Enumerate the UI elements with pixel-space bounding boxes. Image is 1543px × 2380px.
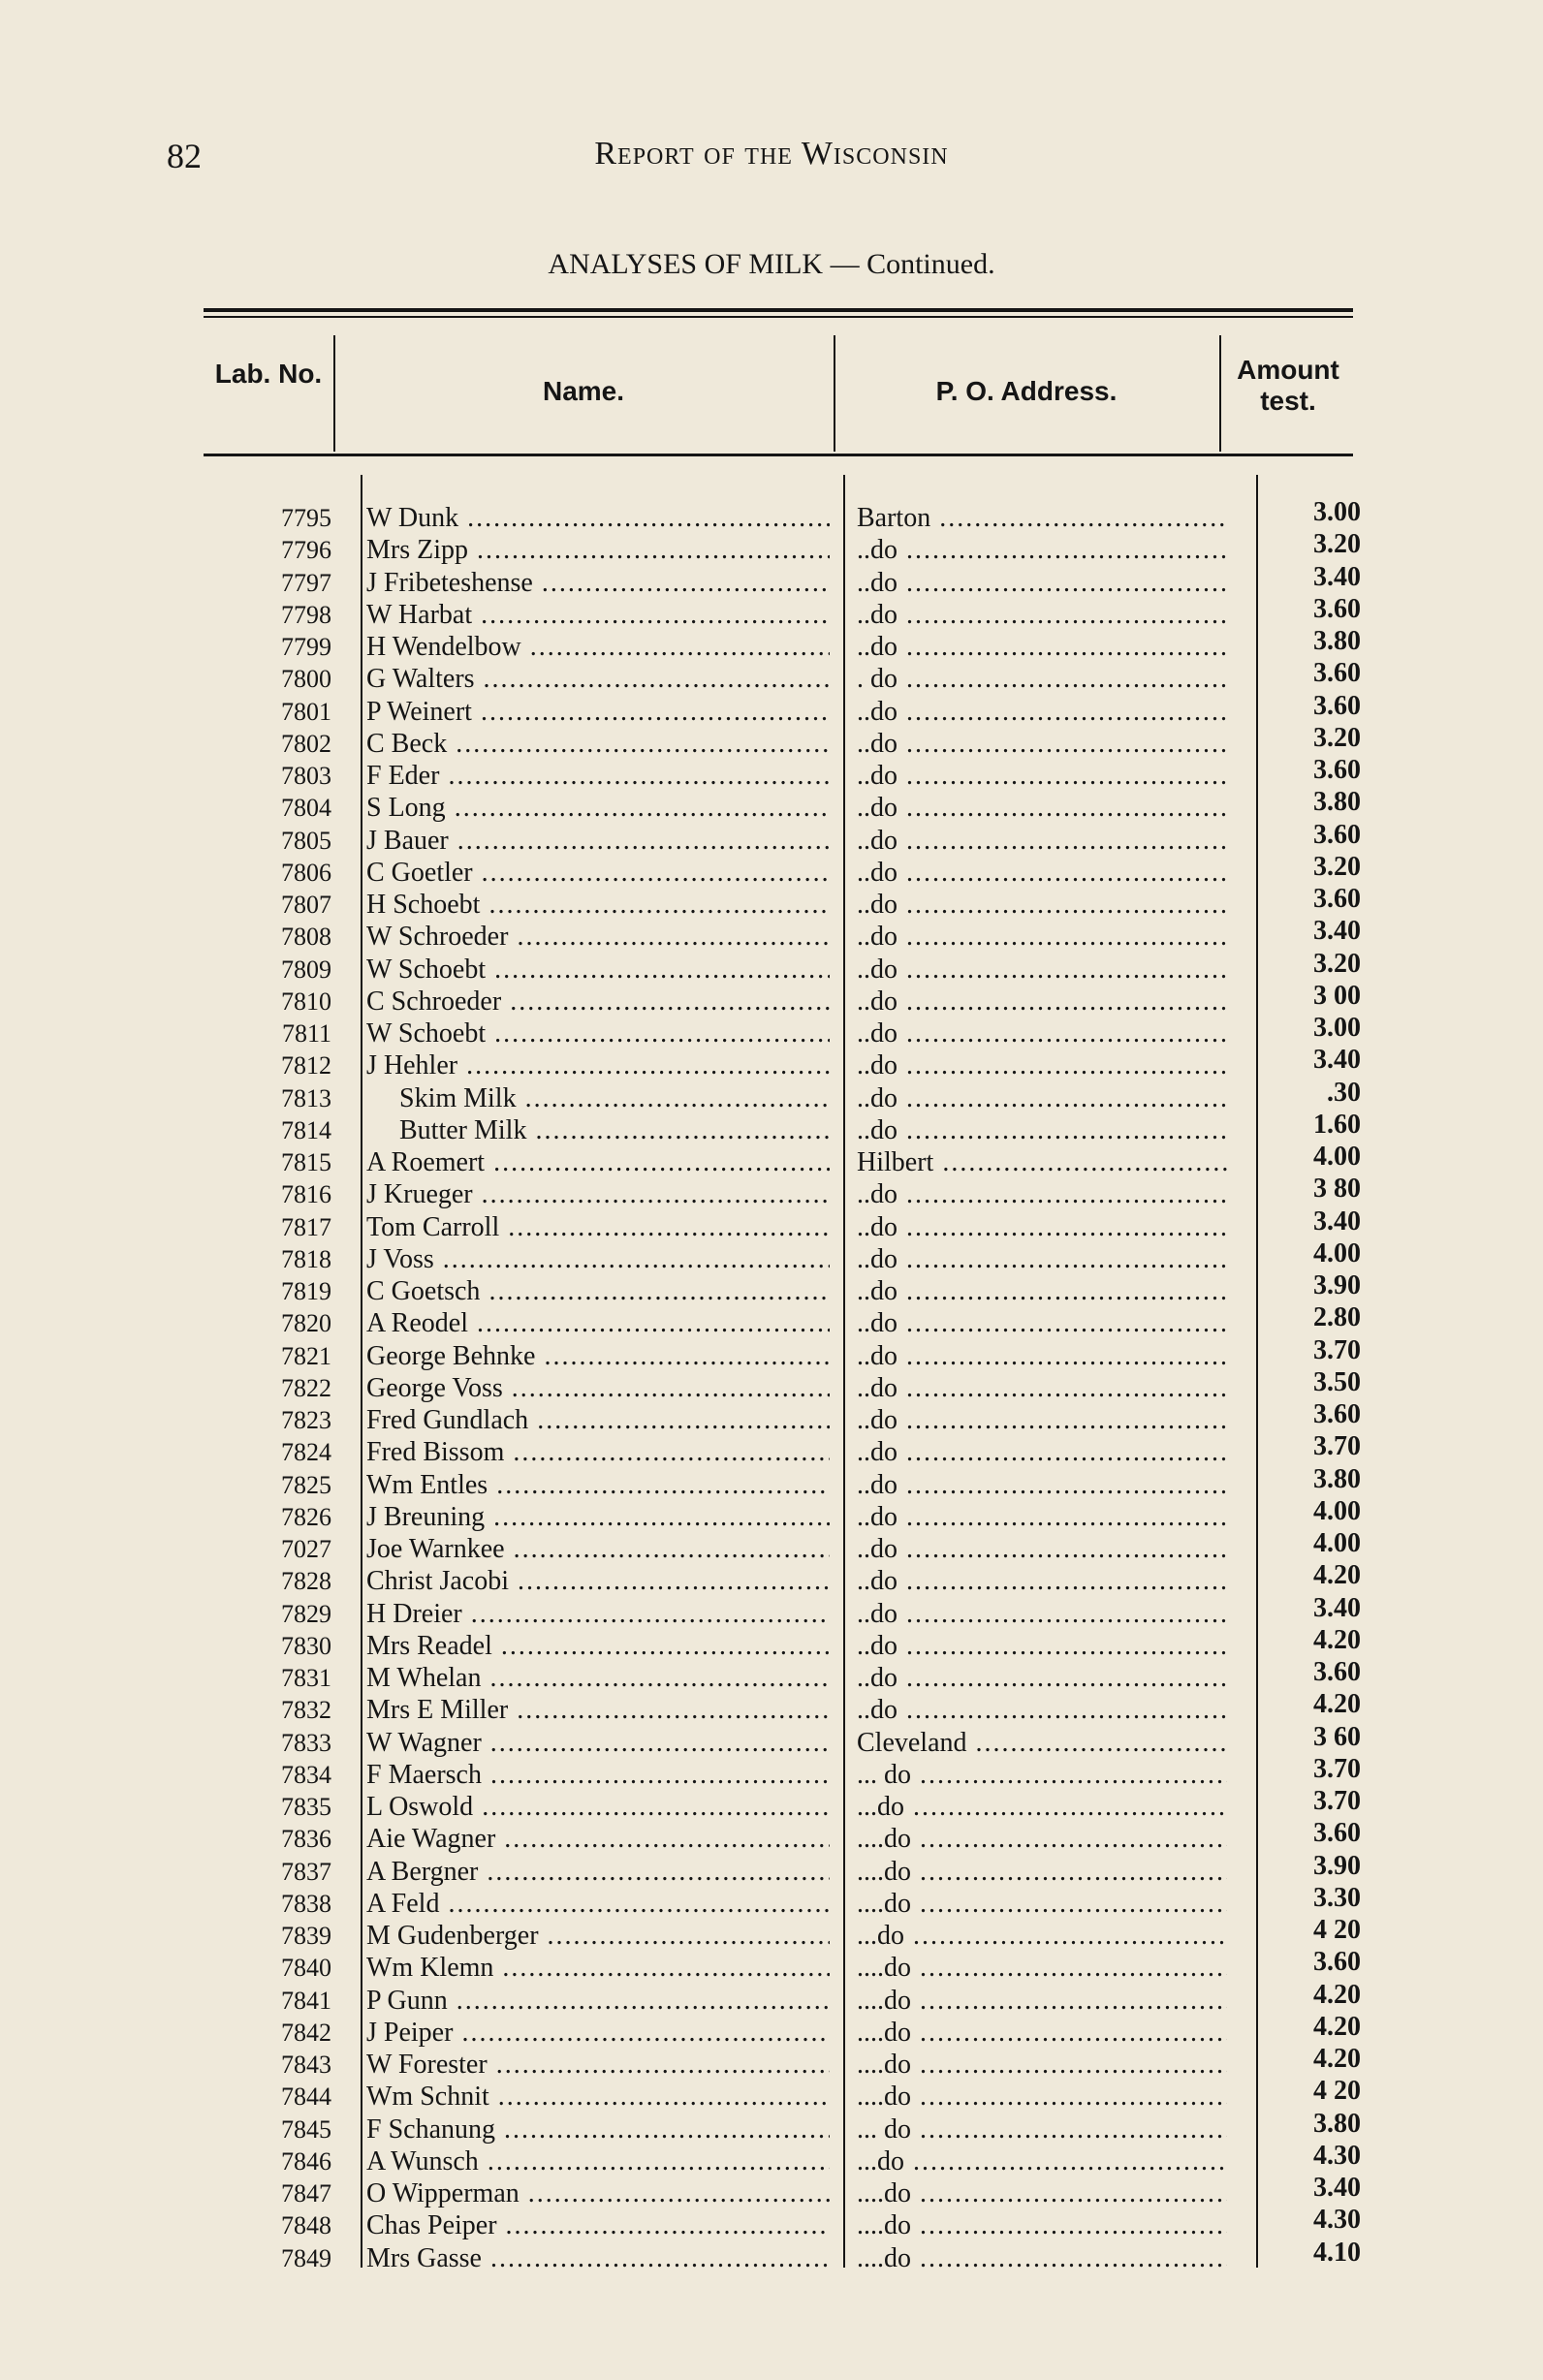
sample-name: M Gudenberger ..... xyxy=(366,1920,830,1952)
amount-test: 3.60 xyxy=(1313,819,1361,850)
amount-test: 4.00 xyxy=(1313,1528,1361,1558)
sample-name: Christ Jacobi ..... xyxy=(366,1565,830,1597)
sample-name: Wm Schnit ..... xyxy=(366,2081,830,2113)
amount-test: 3 00 xyxy=(1313,980,1361,1011)
lab-number: 7828 xyxy=(281,1567,331,1596)
po-address: ..do ..... xyxy=(857,1340,1227,1372)
po-address: ..do ..... xyxy=(857,954,1227,986)
amount-test: 3.60 xyxy=(1313,755,1361,785)
lab-number: 7849 xyxy=(281,2243,331,2272)
sample-name: W Schroeder ..... xyxy=(366,921,830,953)
po-address: ..do ..... xyxy=(857,1372,1227,1404)
sample-name: W Forester ..... xyxy=(366,2049,830,2081)
sample-name: A Feld ..... xyxy=(366,1888,830,1920)
sample-name: Skim Milk ..... xyxy=(366,1082,830,1114)
po-address: ..do ..... xyxy=(857,792,1227,824)
po-address: ..do ..... xyxy=(857,1436,1227,1468)
amount-test: 3.20 xyxy=(1313,529,1361,560)
sample-name: A Roemert ..... xyxy=(366,1146,830,1178)
amount-test: 4.30 xyxy=(1313,2140,1361,2171)
lab-number: 7825 xyxy=(281,1470,331,1499)
po-address: ..do ..... xyxy=(857,986,1227,1018)
po-address: ..do ..... xyxy=(857,728,1227,760)
lab-number: 7814 xyxy=(281,1115,331,1144)
po-address: ..do ..... xyxy=(857,1565,1227,1597)
po-address: ....do ..... xyxy=(857,2242,1227,2274)
analysis-table xyxy=(0,497,1543,2274)
amount-test: 3.80 xyxy=(1313,626,1361,656)
lab-number: 7822 xyxy=(281,1373,331,1402)
sample-name: Wm Entles ..... xyxy=(366,1469,830,1501)
po-address: ....do ..... xyxy=(857,1952,1227,1984)
column-header-name: Name. xyxy=(542,376,625,406)
lab-number: 7805 xyxy=(281,826,331,855)
po-address: ..do ..... xyxy=(857,1662,1227,1694)
po-address: ..do ..... xyxy=(857,567,1227,599)
po-address: ..do ..... xyxy=(857,1082,1227,1114)
amount-test: 3.60 xyxy=(1313,1399,1361,1429)
lab-number: 7831 xyxy=(281,1664,331,1692)
sample-name: Butter Milk ..... xyxy=(366,1114,830,1146)
lab-number: 7803 xyxy=(281,762,331,790)
po-address: ..do ..... xyxy=(857,889,1227,921)
lab-number: 7836 xyxy=(281,1825,331,1854)
po-address: ..do ..... xyxy=(857,1630,1227,1662)
po-address: ....do ..... xyxy=(857,1823,1227,1855)
lab-number: 7829 xyxy=(281,1599,331,1628)
lab-number: 7838 xyxy=(281,1889,331,1918)
lab-number: 7809 xyxy=(281,955,331,984)
sample-name: Fred Bissom ..... xyxy=(366,1436,830,1468)
sample-name: Mrs Readel ..... xyxy=(366,1630,830,1662)
amount-test: 2.80 xyxy=(1313,1302,1361,1333)
amount-test: 4.20 xyxy=(1313,1979,1361,2010)
amount-test: 3.70 xyxy=(1313,1431,1361,1462)
sample-name: C Schroeder ..... xyxy=(366,986,830,1018)
amount-test: 3.20 xyxy=(1313,722,1361,753)
po-address: ..do ..... xyxy=(857,599,1227,631)
lab-number: 7811 xyxy=(281,1019,331,1048)
amount-test: 4.10 xyxy=(1313,2237,1361,2268)
amount-test: 3.70 xyxy=(1313,1334,1361,1365)
lab-number: 7823 xyxy=(281,1406,331,1434)
po-address: ..do ..... xyxy=(857,825,1227,857)
po-address: ..do ..... xyxy=(857,921,1227,953)
lab-number: 7826 xyxy=(281,1502,331,1531)
lab-number: 7800 xyxy=(281,665,331,694)
lab-number: 7832 xyxy=(281,1696,331,1725)
po-address: ....do ..... xyxy=(857,2049,1227,2081)
po-address: ..do ..... xyxy=(857,1018,1227,1049)
sample-name: C Goetsch ..... xyxy=(366,1275,830,1307)
amount-test: 3.30 xyxy=(1313,1882,1361,1913)
amount-test: 3.40 xyxy=(1313,916,1361,947)
po-address: ...do ..... xyxy=(857,2145,1227,2177)
lab-number: 7841 xyxy=(281,1986,331,2015)
po-address: ....do ..... xyxy=(857,1888,1227,1920)
lab-number: 7797 xyxy=(281,568,331,597)
po-address: ...do ..... xyxy=(857,1920,1227,1952)
sample-name: H Dreier ..... xyxy=(366,1598,830,1630)
running-title: Report of the Wisconsin xyxy=(594,136,949,172)
sample-name: W Dunk ..... xyxy=(366,502,830,534)
lab-number: 7844 xyxy=(281,2082,331,2112)
amount-test: 4.00 xyxy=(1313,1142,1361,1172)
column-divider xyxy=(1219,335,1221,452)
lab-number: 7843 xyxy=(281,2051,331,2079)
sample-name: C Beck ..... xyxy=(366,728,830,760)
amount-test: 3.40 xyxy=(1313,1206,1361,1237)
sample-name: Wm Klemn ..... xyxy=(366,1952,830,1984)
amount-test: 3.00 xyxy=(1313,1013,1361,1043)
lab-number: 7796 xyxy=(281,536,331,565)
amount-test: 3.20 xyxy=(1313,948,1361,979)
header-rule xyxy=(204,454,1353,456)
lab-number: 7818 xyxy=(281,1244,331,1273)
sample-name: W Wagner ..... xyxy=(366,1727,830,1759)
lab-number: 7824 xyxy=(281,1438,331,1467)
column-header-address: P. O. Address. xyxy=(935,376,1118,406)
po-address: ... do ..... xyxy=(857,2114,1227,2145)
po-address: Hilbert ..... xyxy=(857,1146,1227,1178)
amount-test: 3.40 xyxy=(1313,561,1361,592)
amount-test: 3.90 xyxy=(1313,1850,1361,1881)
amount-test: 4.30 xyxy=(1313,2205,1361,2236)
sample-name: F Schanung ..... xyxy=(366,2114,830,2145)
sample-name: Chas Peiper ..... xyxy=(366,2209,830,2241)
po-address: ....do ..... xyxy=(857,2081,1227,2113)
amount-test: 3.60 xyxy=(1313,1657,1361,1687)
table-title: ANALYSES OF MILK — Continued. xyxy=(548,248,995,280)
po-address: ..do ..... xyxy=(857,1114,1227,1146)
amount-test: 4.00 xyxy=(1313,1237,1361,1268)
po-address: Cleveland ..... xyxy=(857,1727,1227,1759)
po-address: ..do ..... xyxy=(857,1211,1227,1243)
sample-name: F Eder ..... xyxy=(366,760,830,792)
sample-name: W Schoebt ..... xyxy=(366,1018,830,1049)
po-address: ..do ..... xyxy=(857,1178,1227,1210)
sample-name: O Wipperman ..... xyxy=(366,2177,830,2209)
amount-test: 3.50 xyxy=(1313,1366,1361,1397)
lab-number: 7798 xyxy=(281,600,331,629)
sample-name: L Oswold ..... xyxy=(366,1791,830,1823)
lab-number: 7795 xyxy=(281,504,331,532)
lab-number: 7027 xyxy=(281,1535,331,1563)
po-address: ..do ..... xyxy=(857,1049,1227,1081)
amount-test: 3.40 xyxy=(1313,2173,1361,2203)
amount-test: 3.60 xyxy=(1313,690,1361,721)
lab-number: 7842 xyxy=(281,2018,331,2047)
sample-name: F Maersch ..... xyxy=(366,1759,830,1791)
po-address: ....do ..... xyxy=(857,1856,1227,1888)
sample-name: J Krueger ..... xyxy=(366,1178,830,1210)
sample-name: J Bauer ..... xyxy=(366,825,830,857)
lab-number: 7819 xyxy=(281,1277,331,1305)
amount-test: 3.00 xyxy=(1313,497,1361,527)
table-row xyxy=(0,2237,1543,2274)
po-address: ..do ..... xyxy=(857,1307,1227,1339)
lab-number: 7799 xyxy=(281,633,331,661)
lab-number: 7830 xyxy=(281,1631,331,1660)
po-address: ..do ..... xyxy=(857,1501,1227,1533)
po-address: ..do ..... xyxy=(857,534,1227,566)
sample-name: P Weinert ..... xyxy=(366,696,830,728)
column-header-amount: Amount test. xyxy=(1237,355,1339,416)
amount-test: 3.20 xyxy=(1313,851,1361,882)
lab-number: 7845 xyxy=(281,2114,331,2144)
amount-test: 4 20 xyxy=(1313,2076,1361,2107)
sample-name: M Whelan ..... xyxy=(366,1662,830,1694)
lab-number: 7837 xyxy=(281,1857,331,1886)
po-address: ...do ..... xyxy=(857,1791,1227,1823)
lab-number: 7815 xyxy=(281,1148,331,1176)
amount-test: 3.40 xyxy=(1313,1592,1361,1623)
page-number: 82 xyxy=(167,137,202,175)
lab-number: 7808 xyxy=(281,923,331,952)
amount-test: 4.20 xyxy=(1313,1689,1361,1720)
sample-name: W Harbat ..... xyxy=(366,599,830,631)
amount-test: 3.90 xyxy=(1313,1270,1361,1300)
amount-test: 4.00 xyxy=(1313,1495,1361,1526)
amount-test: 3.60 xyxy=(1313,1818,1361,1849)
sample-name: H Schoebt ..... xyxy=(366,889,830,921)
sample-name: Joe Warnkee ..... xyxy=(366,1533,830,1565)
lab-number: 7839 xyxy=(281,1922,331,1950)
lab-number: 7802 xyxy=(281,729,331,758)
po-address: ... do ..... xyxy=(857,1759,1227,1791)
sample-name: Aie Wagner ..... xyxy=(366,1823,830,1855)
po-address: ..do ..... xyxy=(857,1469,1227,1501)
amount-test: 4 20 xyxy=(1313,1915,1361,1945)
po-address: ..do ..... xyxy=(857,631,1227,663)
lab-number: 7804 xyxy=(281,794,331,823)
amount-test: 4.20 xyxy=(1313,2044,1361,2074)
lab-number: 7834 xyxy=(281,1760,331,1789)
sample-name: J Breuning ..... xyxy=(366,1501,830,1533)
po-address: ..do ..... xyxy=(857,1275,1227,1307)
sample-name: W Schoebt ..... xyxy=(366,954,830,986)
column-header-lab-no: Lab. No. xyxy=(214,359,323,389)
lab-number: 7810 xyxy=(281,986,331,1016)
sample-name: G Walters ..... xyxy=(366,663,830,695)
lab-number: 7820 xyxy=(281,1309,331,1338)
lab-number: 7817 xyxy=(281,1212,331,1241)
top-rule-thin xyxy=(204,316,1353,318)
po-address: ..do ..... xyxy=(857,857,1227,889)
amount-test: 3.80 xyxy=(1313,1463,1361,1494)
amount-test: 3.60 xyxy=(1313,1947,1361,1978)
po-address: ..do ..... xyxy=(857,1533,1227,1565)
amount-test: 4.20 xyxy=(1313,1624,1361,1655)
sample-name: P Gunn ..... xyxy=(366,1985,830,2017)
lab-number: 7846 xyxy=(281,2146,331,2176)
po-address: ....do ..... xyxy=(857,2177,1227,2209)
po-address: ....do ..... xyxy=(857,2209,1227,2241)
po-address: ..do ..... xyxy=(857,760,1227,792)
sample-name: Fred Gundlach ..... xyxy=(366,1404,830,1436)
lab-number: 7835 xyxy=(281,1793,331,1821)
sample-name: S Long ..... xyxy=(366,792,830,824)
lab-number: 7812 xyxy=(281,1051,331,1080)
po-address: ..do ..... xyxy=(857,1404,1227,1436)
amount-test: 3.60 xyxy=(1313,884,1361,914)
sample-name: J Voss ..... xyxy=(366,1243,830,1275)
amount-test: 3.60 xyxy=(1313,658,1361,689)
amount-test: 3.80 xyxy=(1313,2108,1361,2139)
amount-test: 3.70 xyxy=(1313,1753,1361,1784)
po-address: . do ..... xyxy=(857,663,1227,695)
sample-name: George Voss ..... xyxy=(366,1372,830,1404)
po-address: Barton ..... xyxy=(857,502,1227,534)
sample-name: A Reodel ..... xyxy=(366,1307,830,1339)
po-address: ..do ..... xyxy=(857,1694,1227,1726)
lab-number: 7807 xyxy=(281,891,331,919)
lab-number: 7833 xyxy=(281,1728,331,1757)
amount-test: 4.20 xyxy=(1313,1560,1361,1591)
sample-name: Mrs Zipp ..... xyxy=(366,534,830,566)
sample-name: Mrs E Miller ..... xyxy=(366,1694,830,1726)
sample-name: J Hehler ..... xyxy=(366,1049,830,1081)
amount-test: 1.60 xyxy=(1313,1109,1361,1140)
sample-name: A Bergner ..... xyxy=(366,1856,830,1888)
po-address: ..do ..... xyxy=(857,1598,1227,1630)
sample-name: J Fribeteshense ..... xyxy=(366,567,830,599)
lab-number: 7801 xyxy=(281,697,331,726)
lab-number: 7821 xyxy=(281,1341,331,1370)
amount-test: 3 60 xyxy=(1313,1721,1361,1752)
po-address: ..do ..... xyxy=(857,696,1227,728)
sample-name: George Behnke ..... xyxy=(366,1340,830,1372)
amount-test: 3.70 xyxy=(1313,1786,1361,1816)
lab-number: 7848 xyxy=(281,2211,331,2240)
amount-test: .30 xyxy=(1327,1077,1361,1108)
sample-name: H Wendelbow ..... xyxy=(366,631,830,663)
po-address: ..do ..... xyxy=(857,1243,1227,1275)
amount-test: 3 80 xyxy=(1313,1174,1361,1205)
sample-name: A Wunsch ..... xyxy=(366,2145,830,2177)
sample-name: Tom Carroll ..... xyxy=(366,1211,830,1243)
amount-test: 3.40 xyxy=(1313,1045,1361,1076)
lab-number: 7840 xyxy=(281,1954,331,1983)
lab-number: 7847 xyxy=(281,2179,331,2208)
top-rule xyxy=(204,308,1353,312)
lab-number: 7816 xyxy=(281,1180,331,1209)
lab-number: 7813 xyxy=(281,1083,331,1112)
po-address: ....do ..... xyxy=(857,2017,1227,2049)
sample-name: J Peiper ..... xyxy=(366,2017,830,2049)
amount-test: 3.80 xyxy=(1313,787,1361,818)
lab-number: 7806 xyxy=(281,858,331,887)
sample-name: Mrs Gasse ..... xyxy=(366,2242,830,2274)
amount-test: 3.60 xyxy=(1313,593,1361,624)
amount-test: 4.20 xyxy=(1313,2011,1361,2042)
po-address: ....do ..... xyxy=(857,1985,1227,2017)
sample-name: C Goetler ..... xyxy=(366,857,830,889)
